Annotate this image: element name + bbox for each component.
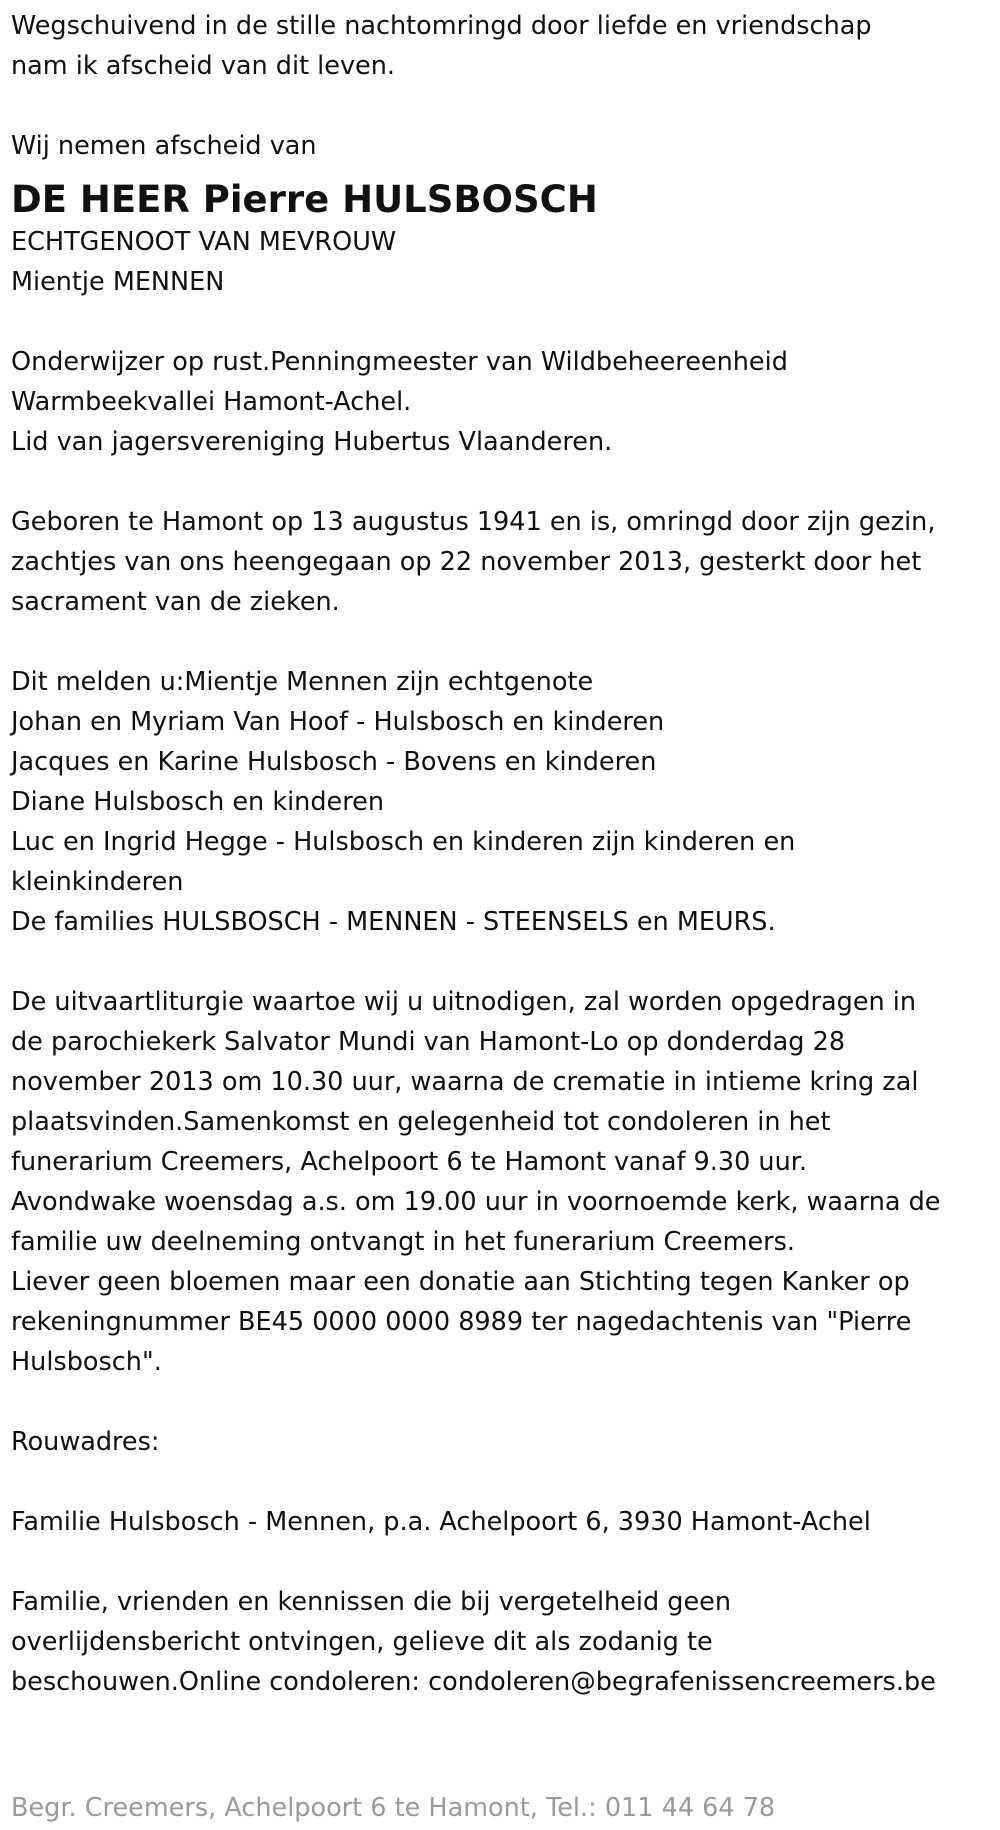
spacer bbox=[11, 622, 996, 662]
service-line: november 2013 om 10.30 uur, waarna de crematie in intieme kring zal bbox=[11, 1067, 919, 1097]
intro-line: nam ik afscheid van dit leven. bbox=[11, 51, 396, 81]
service-line: plaatsvinden.Samenkomst en gelegenheid tot condoleren in het bbox=[11, 1107, 831, 1137]
spouse-line: ECHTGENOOT VAN MEVROUW bbox=[11, 227, 397, 257]
spacer bbox=[11, 86, 996, 126]
birth-line: zachtjes van ons heengegaan op 22 november 2013, gesterkt door het bbox=[11, 547, 922, 577]
service-line: De uitvaartliturgie waartoe wij u uitnodigen, zal worden opgedragen in bbox=[11, 987, 917, 1017]
service-line: Hulsbosch". bbox=[11, 1347, 162, 1377]
condolence-email[interactable]: condoleren@begrafenissencreemers.be bbox=[428, 1667, 936, 1697]
spouse-line: Mientje MENNEN bbox=[11, 267, 225, 297]
spacer bbox=[11, 1462, 996, 1502]
spacer bbox=[11, 302, 996, 342]
intro-line: Wegschuivend in de stille nachtomringd door liefde en vriendschap bbox=[11, 11, 872, 41]
closing-line-last bbox=[11, 1662, 996, 1702]
spacer bbox=[11, 1542, 996, 1582]
service-line: funerarium Creemers, Achelpoort 6 te Hamont vanaf 9.30 uur. bbox=[11, 1147, 807, 1177]
family-line: Jacques en Karine Hulsbosch - Bovens en kinderen bbox=[11, 747, 657, 777]
roles-line: Lid van jagersvereniging Hubertus Vlaanderen. bbox=[11, 427, 613, 457]
address-label: Rouwadres: bbox=[11, 1427, 160, 1457]
service-line: rekeningnummer BE45 0000 0000 8989 ter nagedachtenis van "Pierre bbox=[11, 1307, 912, 1337]
service-line: de parochiekerk Salvator Mundi van Hamont-Lo op donderdag 28 bbox=[11, 1027, 846, 1057]
family-line: De families HULSBOSCH - MENNEN - STEENSELS en MEURS. bbox=[11, 907, 776, 937]
address-text: Familie Hulsbosch - Mennen, p.a. Achelpoort 6, 3930 Hamont-Achel bbox=[11, 1507, 871, 1537]
closing-line: overlijdensbericht ontvingen, gelieve dit als zodanig te bbox=[11, 1627, 713, 1657]
birth-line: Geboren te Hamont op 13 augustus 1941 en is, omringd door zijn gezin, bbox=[11, 507, 936, 537]
spacer bbox=[11, 942, 996, 982]
family-line: Johan en Myriam Van Hoof - Hulsbosch en kinderen bbox=[11, 707, 665, 737]
lead-text: Wij nemen afscheid van bbox=[11, 131, 317, 161]
spacer bbox=[11, 462, 996, 502]
service-line: familie uw deelneming ontvangt in het funerarium Creemers. bbox=[11, 1227, 796, 1257]
deceased-name: DE HEER Pierre HULSBOSCH bbox=[11, 178, 598, 221]
family-line: Diane Hulsbosch en kinderen bbox=[11, 787, 384, 817]
roles-line: Warmbeekvallei Hamont-Achel. bbox=[11, 387, 412, 417]
obituary-document bbox=[11, 6, 996, 1702]
roles-line: Onderwijzer op rust.Penningmeester van Wildbeheereenheid bbox=[11, 347, 788, 377]
birth-line: sacrament van de zieken. bbox=[11, 587, 340, 617]
closing-line: Familie, vrienden en kennissen die bij vergetelheid geen bbox=[11, 1587, 731, 1617]
spacer bbox=[11, 1382, 996, 1422]
family-line: Luc en Ingrid Hegge - Hulsbosch en kinderen zijn kinderen en bbox=[11, 827, 796, 857]
family-line: kleinkinderen bbox=[11, 867, 184, 897]
service-line: Avondwake woensdag a.s. om 19.00 uur in voornoemde kerk, waarna de bbox=[11, 1187, 941, 1217]
family-line: Dit melden u:Mientje Mennen zijn echtgenote bbox=[11, 667, 594, 697]
funeral-home-footer: Begr. Creemers, Achelpoort 6 te Hamont, Tel.: 011 44 64 78 bbox=[11, 1793, 776, 1823]
service-line: Liever geen bloemen maar een donatie aan Stichting tegen Kanker op bbox=[11, 1267, 910, 1297]
closing-prefix: beschouwen.Online condoleren: bbox=[11, 1667, 429, 1697]
